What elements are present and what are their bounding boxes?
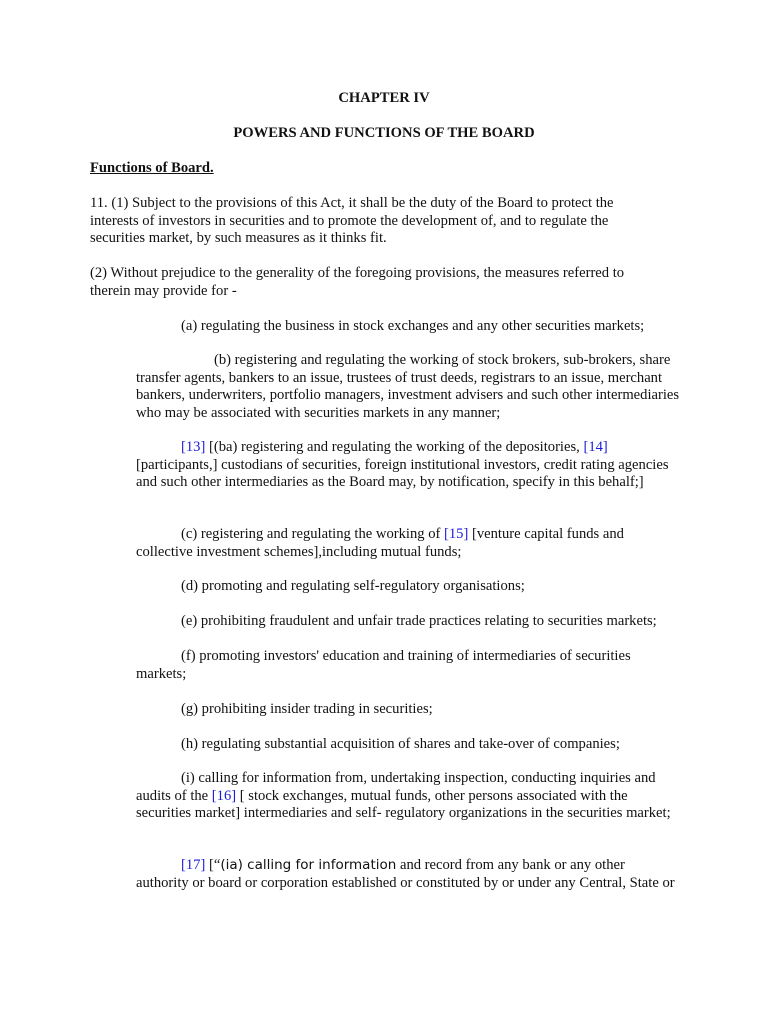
footnote-ref-13[interactable]: [13]: [181, 439, 206, 455]
list-item-f: [136, 648, 681, 683]
list-item-ia-text-2: and record from any bank or any other authority or board or corporation established or constituted by or under any Central, State or: [136, 857, 675, 891]
list-item-g: (g) prohibiting insider trading in securities;: [181, 701, 433, 717]
list-item-e: (e) prohibiting fraudulent and unfair trade practices relating to securities markets;: [181, 613, 657, 629]
list-item-i-text-1: (i) calling for information from, undertaking inspection, conducting inquiries and audits of the: [136, 770, 656, 804]
footnote-ref-16[interactable]: [16]: [211, 787, 237, 804]
list-item-ia-text-styled: (ia) calling for information: [220, 857, 397, 873]
list-item-d: (d) promoting and regulating self-regulatory organisations;: [181, 578, 525, 594]
list-item-ia: [136, 857, 681, 892]
list-item-i-text-2: [ stock exchanges, mutual funds, other persons associated with the securities market] intermediaries and self- regulatory organizations in the securities market;: [136, 787, 671, 821]
list-item-b-text: (b) registering and regulating the working of stock brokers, sub-brokers, share transfer agents, bankers to an issue, trustees of trust deeds, registrars to an issue, merchant bankers, underwriters, portfolio managers, investment advisers and such other intermediaries who may be associated with securities markets in any manner;: [136, 352, 680, 421]
footnote-ref-15[interactable]: [15]: [444, 526, 469, 542]
list-item-ba-text-2: [participants,] custodians of securities, foreign institutional investors, credit rating agencies and such other intermediaries as the Board may, by notification, specify in this behalf;]: [136, 456, 669, 490]
chapter-title: POWERS AND FUNCTIONS OF THE BOARD: [233, 125, 535, 141]
footnote-ref-14[interactable]: [14]: [583, 439, 608, 455]
list-item-a: (a) regulating the business in stock exchanges and any other securities markets;: [181, 318, 645, 334]
list-item-i: [136, 770, 681, 823]
list-item-ia-text-1: [“: [205, 857, 221, 873]
list-item-c: [136, 526, 681, 561]
list-item-f-text: (f) promoting investors' education and training of intermediaries of securities markets;: [136, 648, 631, 682]
chapter-number: CHAPTER IV: [338, 90, 430, 106]
list-item-c-text-2: [venture capital funds and collective investment schemes],including mutual funds;: [136, 526, 624, 560]
list-item-h: (h) regulating substantial acquisition of shares and take-over of companies;: [181, 736, 620, 752]
list-item-ba: [136, 439, 681, 492]
section-heading: Functions of Board.: [90, 160, 214, 176]
list-item-b: [136, 352, 681, 422]
paragraph-11-2: (2) Without prejudice to the generality of the foregoing provisions, the measures referred to therein may provide for -: [90, 265, 625, 299]
list-item-c-text-1: (c) registering and regulating the working of: [181, 526, 445, 542]
list-item-ba-text-1: [(ba) registering and regulating the working of the depositories,: [205, 439, 584, 455]
footnote-ref-17[interactable]: [17]: [181, 857, 206, 873]
paragraph-11-1: 11. (1) Subject to the provisions of this Act, it shall be the duty of the Board to protect the interests of investors in securities and to promote the development of, and to regulate the securities market, by such measures as it thinks fit.: [90, 195, 614, 246]
